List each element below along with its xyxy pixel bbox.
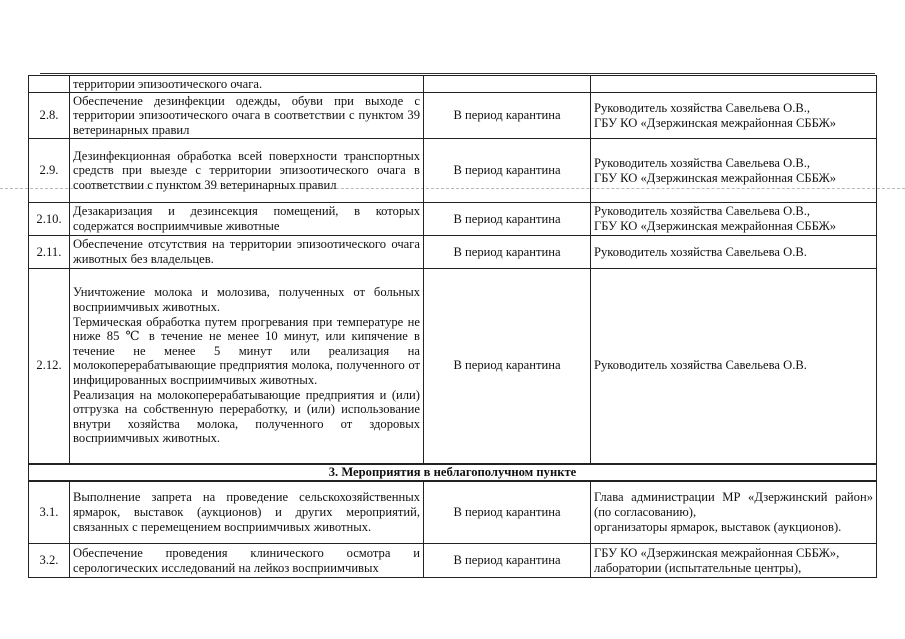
section-title: 3. Мероприятия в неблагополучном пункте: [29, 464, 877, 481]
row-responsible: Руководитель хозяйства Савельева О.В.: [591, 236, 877, 269]
row-responsible: Руководитель хозяйства Савельева О.В.: [591, 269, 877, 464]
row-action: территории эпизоотического очага.: [70, 76, 424, 93]
table-top-rule: [40, 73, 875, 74]
row-action: Выполнение запрета на проведение сельскохозяйственных ярмарок, выставок (аукционов) и других мероприятий, связанных с перемещением восприимчивых животных.: [70, 481, 424, 544]
row-responsible: [591, 76, 877, 93]
row-action: Дезинфекционная обработка всей поверхности транспортных средств при выезде с территории эпизоотического очага в соответствии с пунктом 39 ветеринарных правил: [70, 139, 424, 203]
row-period: В период карантина: [424, 544, 591, 578]
row-period: [424, 76, 591, 93]
row-action: Обеспечение дезинфекции одежды, обуви при выходе с территории эпизоотического очага в соответствии с пунктом 39 ветеринарных правил: [70, 93, 424, 139]
table-row: [29, 481, 877, 544]
row-period: В период карантина: [424, 269, 591, 464]
row-period: В период карантина: [424, 139, 591, 203]
row-responsible: Руководитель хозяйства Савельева О.В., ГБУ КО «Дзержинская межрайонная СББЖ»: [591, 139, 877, 203]
row-action: Уничтожение молока и молозива, полученных от больных восприимчивых животных. Термическая обработка путем прогревания при температуре не ниже 85 ℃ в течение не менее 10 минут, или кипячение в течение не менее 5 минут или реализация на молокоперерабатывающие предприятия молока, полученного от инфицированных восприимчивых животных. Реализация на молокоперерабатывающие предприятия и (или) отгрузка на собственную переработку, и (или) использование внутри хозяйства молока, полученного от здоровых восприимчивых животных.: [70, 269, 424, 464]
row-period: В период карантина: [424, 93, 591, 139]
table-row: [29, 203, 877, 236]
row-action: Обеспечение проведения клинического осмотра и серологических исследований на лейкоз восприимчивых: [70, 544, 424, 578]
row-responsible: Руководитель хозяйства Савельева О.В., ГБУ КО «Дзержинская межрайонная СББЖ»: [591, 203, 877, 236]
row-period: В период карантина: [424, 236, 591, 269]
row-number: [29, 76, 70, 93]
table-row: [29, 76, 877, 93]
row-number: 2.12.: [29, 269, 70, 464]
table-row: [29, 139, 877, 203]
table-row: [29, 269, 877, 464]
section-header-row: [29, 464, 877, 481]
row-action: Обеспечение отсутствия на территории эпизоотического очага животных без владельцев.: [70, 236, 424, 269]
row-number: 2.11.: [29, 236, 70, 269]
row-period: В период карантина: [424, 203, 591, 236]
table-row: [29, 93, 877, 139]
table-row: [29, 544, 877, 578]
row-action: Дезакаризация и дезинсекция помещений, в которых содержатся восприимчивые животные: [70, 203, 424, 236]
row-responsible: Глава администрации МР «Дзержинский район» (по согласованию), организаторы ярмарок, выставок (аукционов).: [591, 481, 877, 544]
row-number: 3.1.: [29, 481, 70, 544]
measures-table: [28, 75, 877, 578]
row-number: 2.9.: [29, 139, 70, 203]
table-row: [29, 236, 877, 269]
row-number: 2.10.: [29, 203, 70, 236]
row-number: 2.8.: [29, 93, 70, 139]
row-number: 3.2.: [29, 544, 70, 578]
row-responsible: ГБУ КО «Дзержинская межрайонная СББЖ», лаборатории (испытательные центры),: [591, 544, 877, 578]
row-responsible: Руководитель хозяйства Савельева О.В., ГБУ КО «Дзержинская межрайонная СББЖ»: [591, 93, 877, 139]
row-period: В период карантина: [424, 481, 591, 544]
